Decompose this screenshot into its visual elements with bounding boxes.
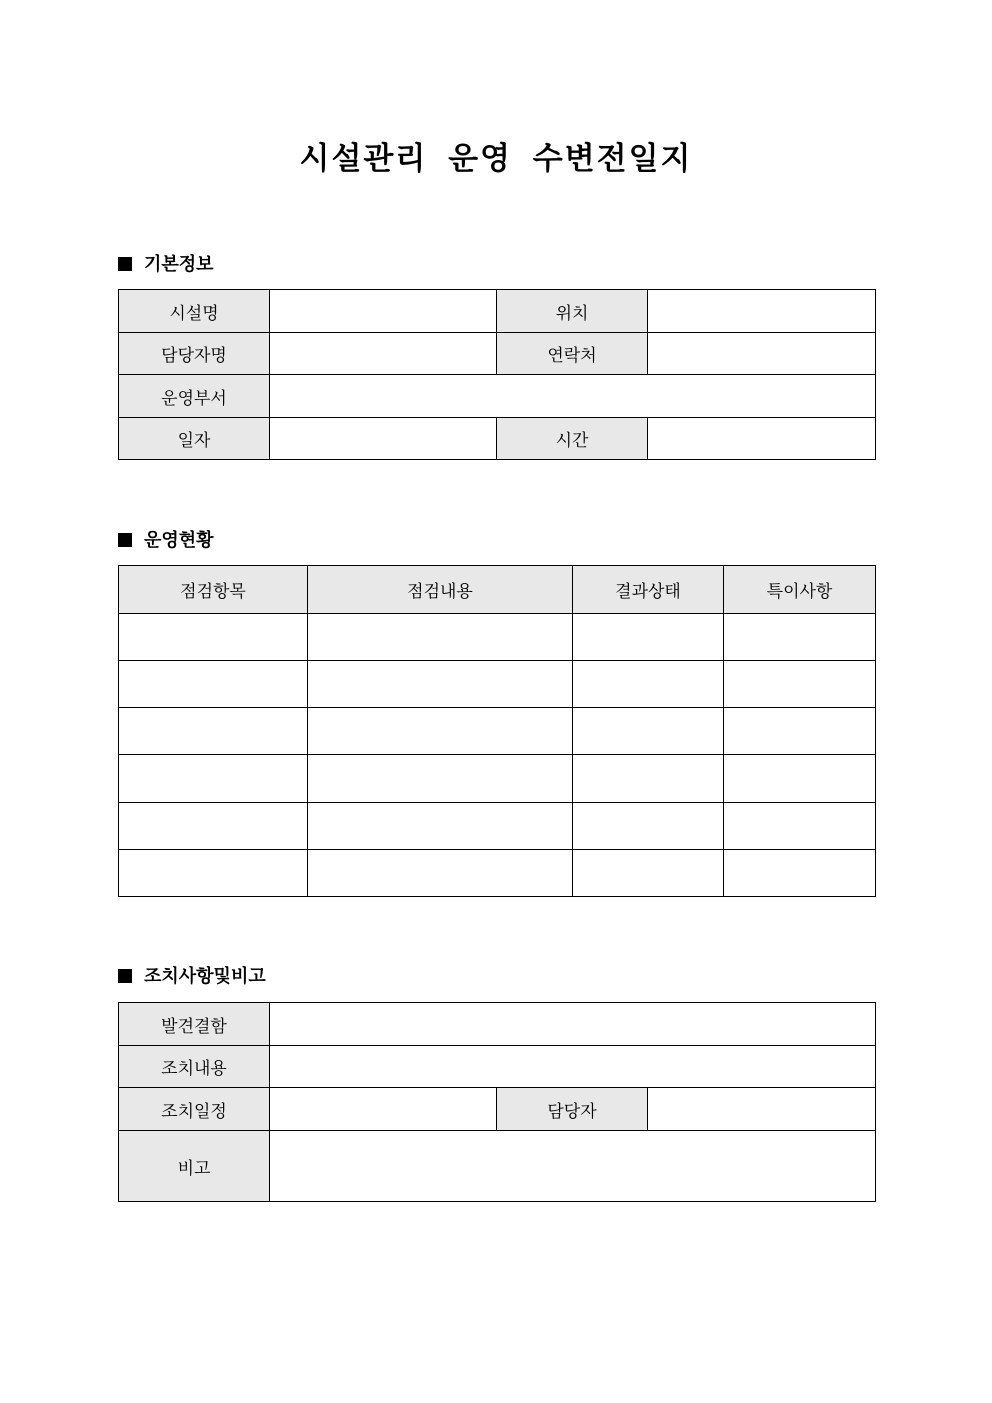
remarks-field[interactable] [270,1131,876,1202]
table-row [119,614,876,661]
column-header: 점검내용 [308,566,573,614]
table-cell[interactable] [119,755,308,803]
table-cell[interactable] [308,850,573,897]
location-field[interactable] [648,290,876,333]
table-cell[interactable] [573,803,724,850]
table-cell[interactable] [724,755,876,803]
square-bullet-icon [118,533,132,547]
operation-status-table [118,565,876,897]
table-cell[interactable] [573,708,724,755]
department-field[interactable] [270,375,876,418]
action-field[interactable] [270,1046,876,1088]
table-cell[interactable] [308,803,573,850]
section-heading-basic-info [118,253,214,277]
square-bullet-icon [118,257,132,271]
table-row [119,661,876,708]
section-heading-actions [118,965,266,989]
table-cell[interactable] [119,661,308,708]
date-label: 일자 [119,418,270,460]
time-field[interactable] [648,418,876,460]
table-cell[interactable] [119,803,308,850]
time-label: 시간 [497,418,648,460]
table-cell[interactable] [119,614,308,661]
facility-name-label: 시설명 [119,290,270,333]
section-heading-text: 조치사항및비고 [144,966,266,987]
table-cell[interactable] [308,708,573,755]
table-cell[interactable] [724,614,876,661]
defect-field[interactable] [270,1003,876,1046]
table-cell[interactable] [308,755,573,803]
table-cell[interactable] [573,661,724,708]
table-cell[interactable] [573,614,724,661]
table-cell[interactable] [573,755,724,803]
facility-name-field[interactable] [270,290,497,333]
manager-field[interactable] [270,333,497,375]
table-cell[interactable] [724,708,876,755]
date-field[interactable] [270,418,497,460]
table-cell[interactable] [724,850,876,897]
schedule-label: 조치일정 [119,1088,270,1131]
contact-field[interactable] [648,333,876,375]
location-label: 위치 [497,290,648,333]
table-row [119,708,876,755]
column-header: 점검항목 [119,566,308,614]
person-label: 담당자 [497,1088,648,1131]
table-row [119,850,876,897]
person-field[interactable] [648,1088,876,1131]
table-cell[interactable] [119,850,308,897]
column-header: 특이사항 [724,566,876,614]
table-row [119,803,876,850]
section-heading-text: 기본정보 [144,254,214,275]
remarks-label: 비고 [119,1131,270,1202]
table-cell[interactable] [724,803,876,850]
table-cell[interactable] [724,661,876,708]
table-row [119,755,876,803]
action-label: 조치내용 [119,1046,270,1088]
defect-label: 발견결함 [119,1003,270,1046]
section-heading-operation-status [118,529,214,553]
table-cell[interactable] [573,850,724,897]
manager-label: 담당자명 [119,333,270,375]
table-cell[interactable] [308,661,573,708]
basic-info-table [118,289,876,460]
schedule-field[interactable] [270,1088,497,1131]
page-title: 시설관리 운영 수변전일지 [299,141,693,177]
column-header: 결과상태 [573,566,724,614]
department-label: 운영부서 [119,375,270,418]
table-cell[interactable] [308,614,573,661]
actions-table [118,1002,876,1202]
contact-label: 연락처 [497,333,648,375]
table-cell[interactable] [119,708,308,755]
section-heading-text: 운영현황 [144,530,214,551]
square-bullet-icon [118,969,132,983]
